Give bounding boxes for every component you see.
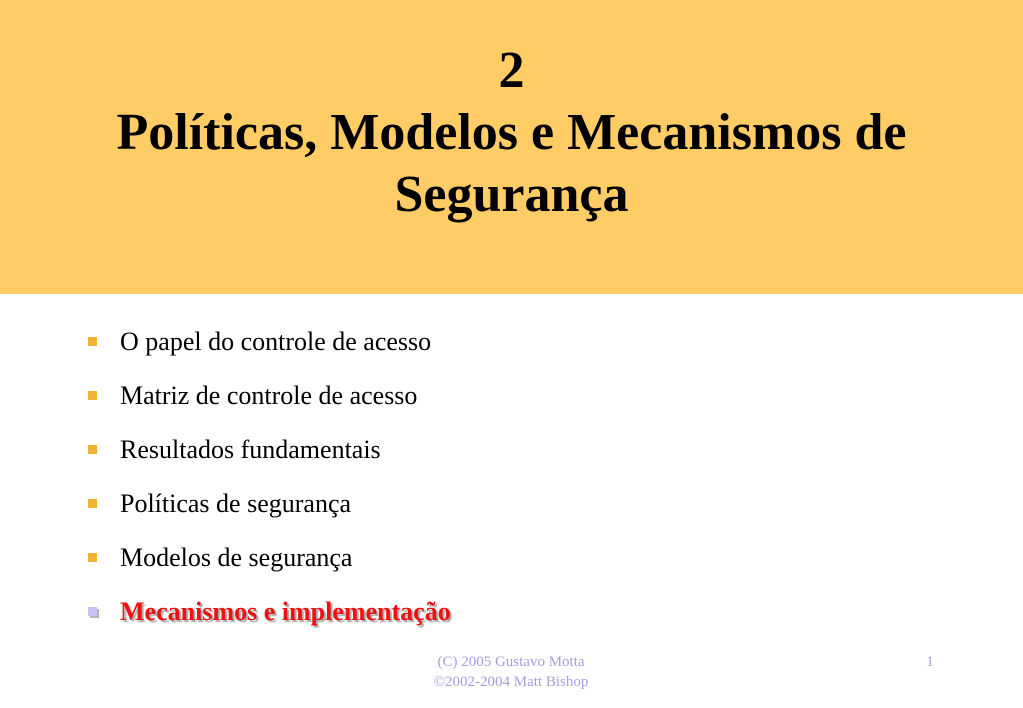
bullet-item [84,430,451,484]
footer-credits [380,652,642,692]
title-line-2: Segurança [394,166,629,223]
bullet-text: Resultados fundamentais [120,435,381,464]
title-line-1: Políticas, Modelos e Mecanismos de [116,104,907,161]
square-bullet-icon [88,337,97,346]
square-bullet-icon [88,553,97,562]
footer-line-1: (C) 2005 Gustavo Motta [437,654,585,670]
bullet-text: Mecanismos e implementação [120,597,451,626]
bullet-item [84,538,451,592]
bullet-item [84,484,451,538]
slide-title [0,40,1023,226]
bullet-text: Modelos de segurança [120,543,353,572]
bullet-text: Matriz de controle de acesso [120,381,418,410]
square-bullet-icon [88,445,97,454]
square-bullet-icon [88,607,97,616]
bullet-item [84,376,451,430]
bullet-text: O papel do controle de acesso [120,327,432,356]
bullet-item-highlighted [84,592,451,646]
bullet-item [84,322,451,376]
bullet-text: Políticas de segurança [120,489,352,518]
footer-line-2: ©2002-2004 Matt Bishop [433,674,589,690]
bullet-list [84,322,451,646]
square-bullet-icon [88,391,97,400]
title-number: 2 [498,42,525,99]
page-number: 1 [926,654,934,670]
square-bullet-icon [88,499,97,508]
